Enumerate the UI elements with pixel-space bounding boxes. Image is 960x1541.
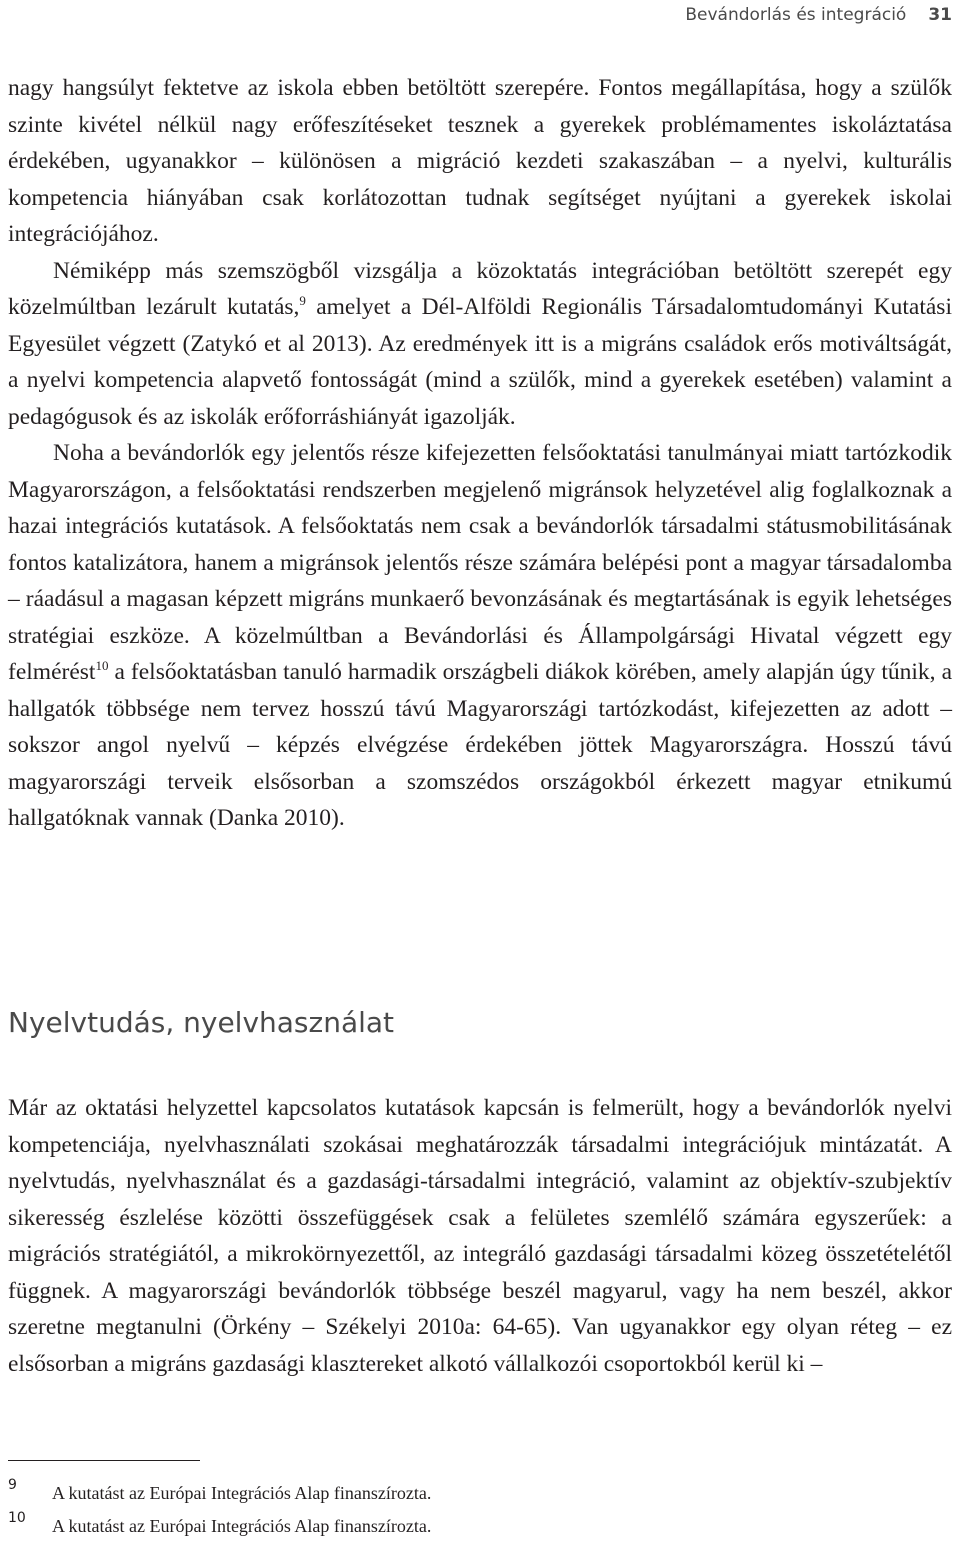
footnote-text: A kutatást az Európai Integrációs Alap finanszírozta.: [52, 1483, 432, 1503]
footnote-ref-9[interactable]: 9: [299, 293, 306, 308]
paragraph-3-text-a: Noha a bevándorlók egy jelentős része kifejezetten felsőoktatási tanulmányai miatt tartózkodik Magyarországon, a felsőoktatási rendszerben megjelenő migránsok helyzetével alig foglalkoznak a hazai integrációs kutatások. A felsőoktatás nem csak a bevándorlók társadalmi státusmobilitásának fontos katalizátora, hanem a migránsok jelentős része számára belépési pont a magyar társadalomba – ráadásul a magasan képzett migráns munkaerő bevonzásának és megtartásának is egyik lehetséges stratégiai eszköze. A közelmúltban a Bevándorlási és Állampolgársági Hivatal végzett egy felmérést: [8, 440, 952, 685]
paragraph-2-text-b: amelyet a Dél-Alföldi Regionális Társadalomtudományi Kutatási Egyesület végzett (Zatykó et al 2013). Az eredmények itt is a migráns családok erős motiváltságát, a nyelvi kompetencia alapvető fontosságát (mind a szülők, mind a gyerekek esetében) valamint a pedagógusok és az iskolák erőforráshiányát igazolják.: [8, 294, 952, 430]
main-text: [8, 70, 952, 837]
footnote-number: 10: [8, 1510, 26, 1526]
paragraph-2-text-a: Némiképp más szemszögből vizsgálja a közoktatás integrációban betöltött szerepét egy közelmúltban lezárult kutatás,: [8, 257, 952, 320]
footnote-ref-10[interactable]: 10: [95, 658, 109, 673]
running-header: [685, 0, 952, 30]
paragraph-3-text-b: a felsőoktatásban tanuló harmadik országbeli diákok körében, amely alapján úgy tűnik, a hallgatók többsége nem tervez hosszú távú Magyarországi tartózkodást, kifejezetten az adott – sokszor angol nyelvű – képzés elvégzése érdekében jöttek Magyarországra. Hosszú távú magyarországi terveik elsősorban a szomszédos országokból érkezett magyar etnikumú hallgatóknak vannak (Danka 2010).: [8, 659, 952, 831]
page-number: 31: [928, 5, 952, 25]
section-heading: Nyelvtudás, nyelvhasználat: [8, 1006, 395, 1039]
footnote-divider: [8, 1460, 200, 1461]
running-title: Bevándorlás és integráció: [685, 5, 907, 25]
paragraph-3: [8, 435, 952, 837]
section-text: [8, 1090, 952, 1382]
paragraph-1: nagy hangsúlyt fektetve az iskola ebben betöltött szerepére. Fontos megállapítása, hogy a szülők szinte kivétel nélkül nagy erőfeszítéseket tesznek a gyerekek problémamentes iskoláztatása érdekében, ugyanakkor – különösen a migráció kezdeti szakaszában – a nyelvi, kulturális kompetencia hiányában csak korlátozottan tudnak segítséget nyújtani a gyerekek iskolai integrációjához.: [8, 75, 952, 247]
section-paragraph-1: Már az oktatási helyzettel kapcsolatos kutatások kapcsán is felmerült, hogy a bevándorlók nyelvi kompetenciája, nyelvhasználati szokásai meghatározzák társadalmi integrációjuk mintázatát. A nyelvtudás, nyelvhasználat és a gazdasági-társadalmi integráció, valamint az objektív-szubjektív sikeresség észlelése közötti összefüggések csak a felületes szemlélő számára egyszerűek: a migrációs stratégiától, a mikrokörnyezettől, az integráló gazdasági társadalmi közeg összetételétől függnek. A magyarországi bevándorlók többsége beszél magyarul, vagy ha nem beszél, akkor szeretne megtanulni (Örkény – Székelyi 2010a: 64-65). Van ugyanakkor egy olyan réteg – ez elsősorban a migráns gazdasági klasztereket alkotó vállalkozói csoportokból kerül ki –: [8, 1095, 952, 1377]
footnote-9: [8, 1477, 952, 1504]
footnote-number: 9: [8, 1477, 17, 1493]
footnote-10: [8, 1510, 952, 1537]
footnote-text: A kutatást az Európai Integrációs Alap finanszírozta.: [52, 1516, 432, 1536]
paragraph-2: [8, 253, 952, 436]
